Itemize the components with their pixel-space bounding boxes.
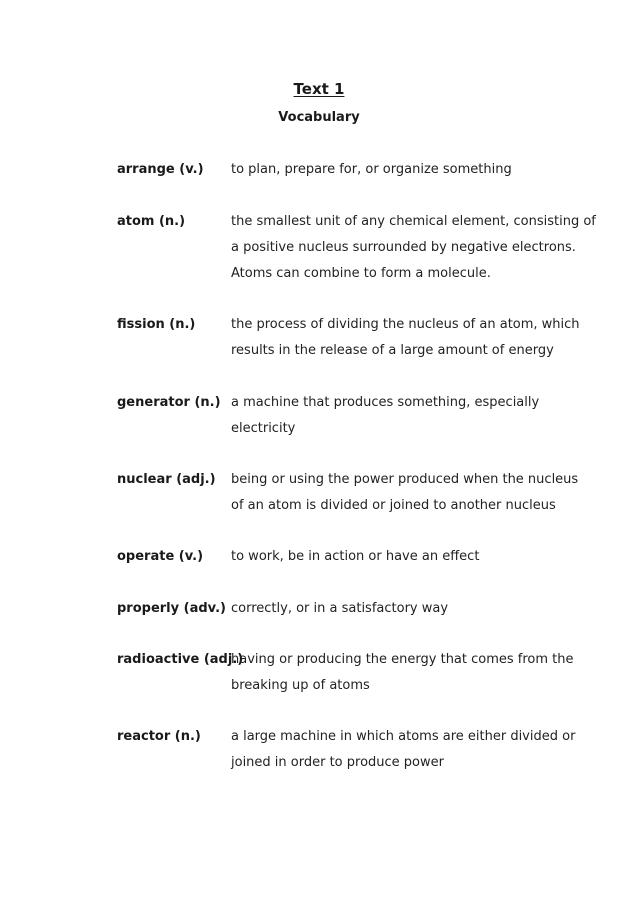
definition-line: having or producing the energy that comes from the	[231, 652, 574, 667]
vocab-term: nuclear (adj.)	[117, 472, 216, 487]
definition-line: results in the release of a large amount of energy	[231, 343, 554, 358]
vocab-definition	[231, 647, 574, 699]
definition-line: a large machine in which atoms are either divided or	[231, 729, 576, 744]
definition-line: a positive nucleus surrounded by negative electrons.	[231, 240, 576, 255]
vocab-definition	[231, 157, 571, 183]
definition-line: joined in order to produce power	[231, 755, 444, 770]
definition-line: correctly, or in a satisfactory way	[231, 601, 449, 616]
definition-line: Atoms can combine to form a molecule.	[231, 266, 491, 281]
vocab-term: properly (adv.)	[117, 601, 226, 616]
vocab-term: generator (n.)	[117, 395, 221, 410]
vocab-definition	[231, 724, 576, 776]
definition-line: being or using the power produced when the nucleus	[231, 472, 579, 487]
definition-line: the smallest unit of any chemical element, consisting of	[231, 214, 596, 229]
vocab-definition	[231, 390, 571, 442]
vocab-definition	[231, 467, 579, 519]
vocab-term: reactor (n.)	[117, 729, 201, 744]
vocab-term: fission (n.)	[117, 317, 196, 332]
vocab-term: atom (n.)	[117, 214, 186, 229]
definition-line: electricity	[231, 421, 296, 436]
vocab-definition	[231, 544, 571, 570]
vocab-definition	[231, 312, 580, 364]
definition-line: the process of dividing the nucleus of an atom, which	[231, 317, 580, 332]
definition-line: breaking up of atoms	[231, 678, 370, 693]
vocab-term: radioactive (adj.)	[117, 652, 244, 667]
vocab-term: operate (v.)	[117, 549, 204, 564]
vocab-definition	[231, 596, 571, 622]
page-title: Text 1	[293, 80, 345, 98]
definition-line: to work, be in action or have an effect	[231, 549, 480, 564]
page-subtitle: Vocabulary	[278, 110, 360, 125]
definition-line: to plan, prepare for, or organize something	[231, 162, 512, 177]
vocab-definition	[231, 209, 596, 287]
vocab-term: arrange (v.)	[117, 162, 204, 177]
definition-line: of an atom is divided or joined to another nucleus	[231, 498, 556, 513]
definition-line: a machine that produces something, especially	[231, 395, 540, 410]
